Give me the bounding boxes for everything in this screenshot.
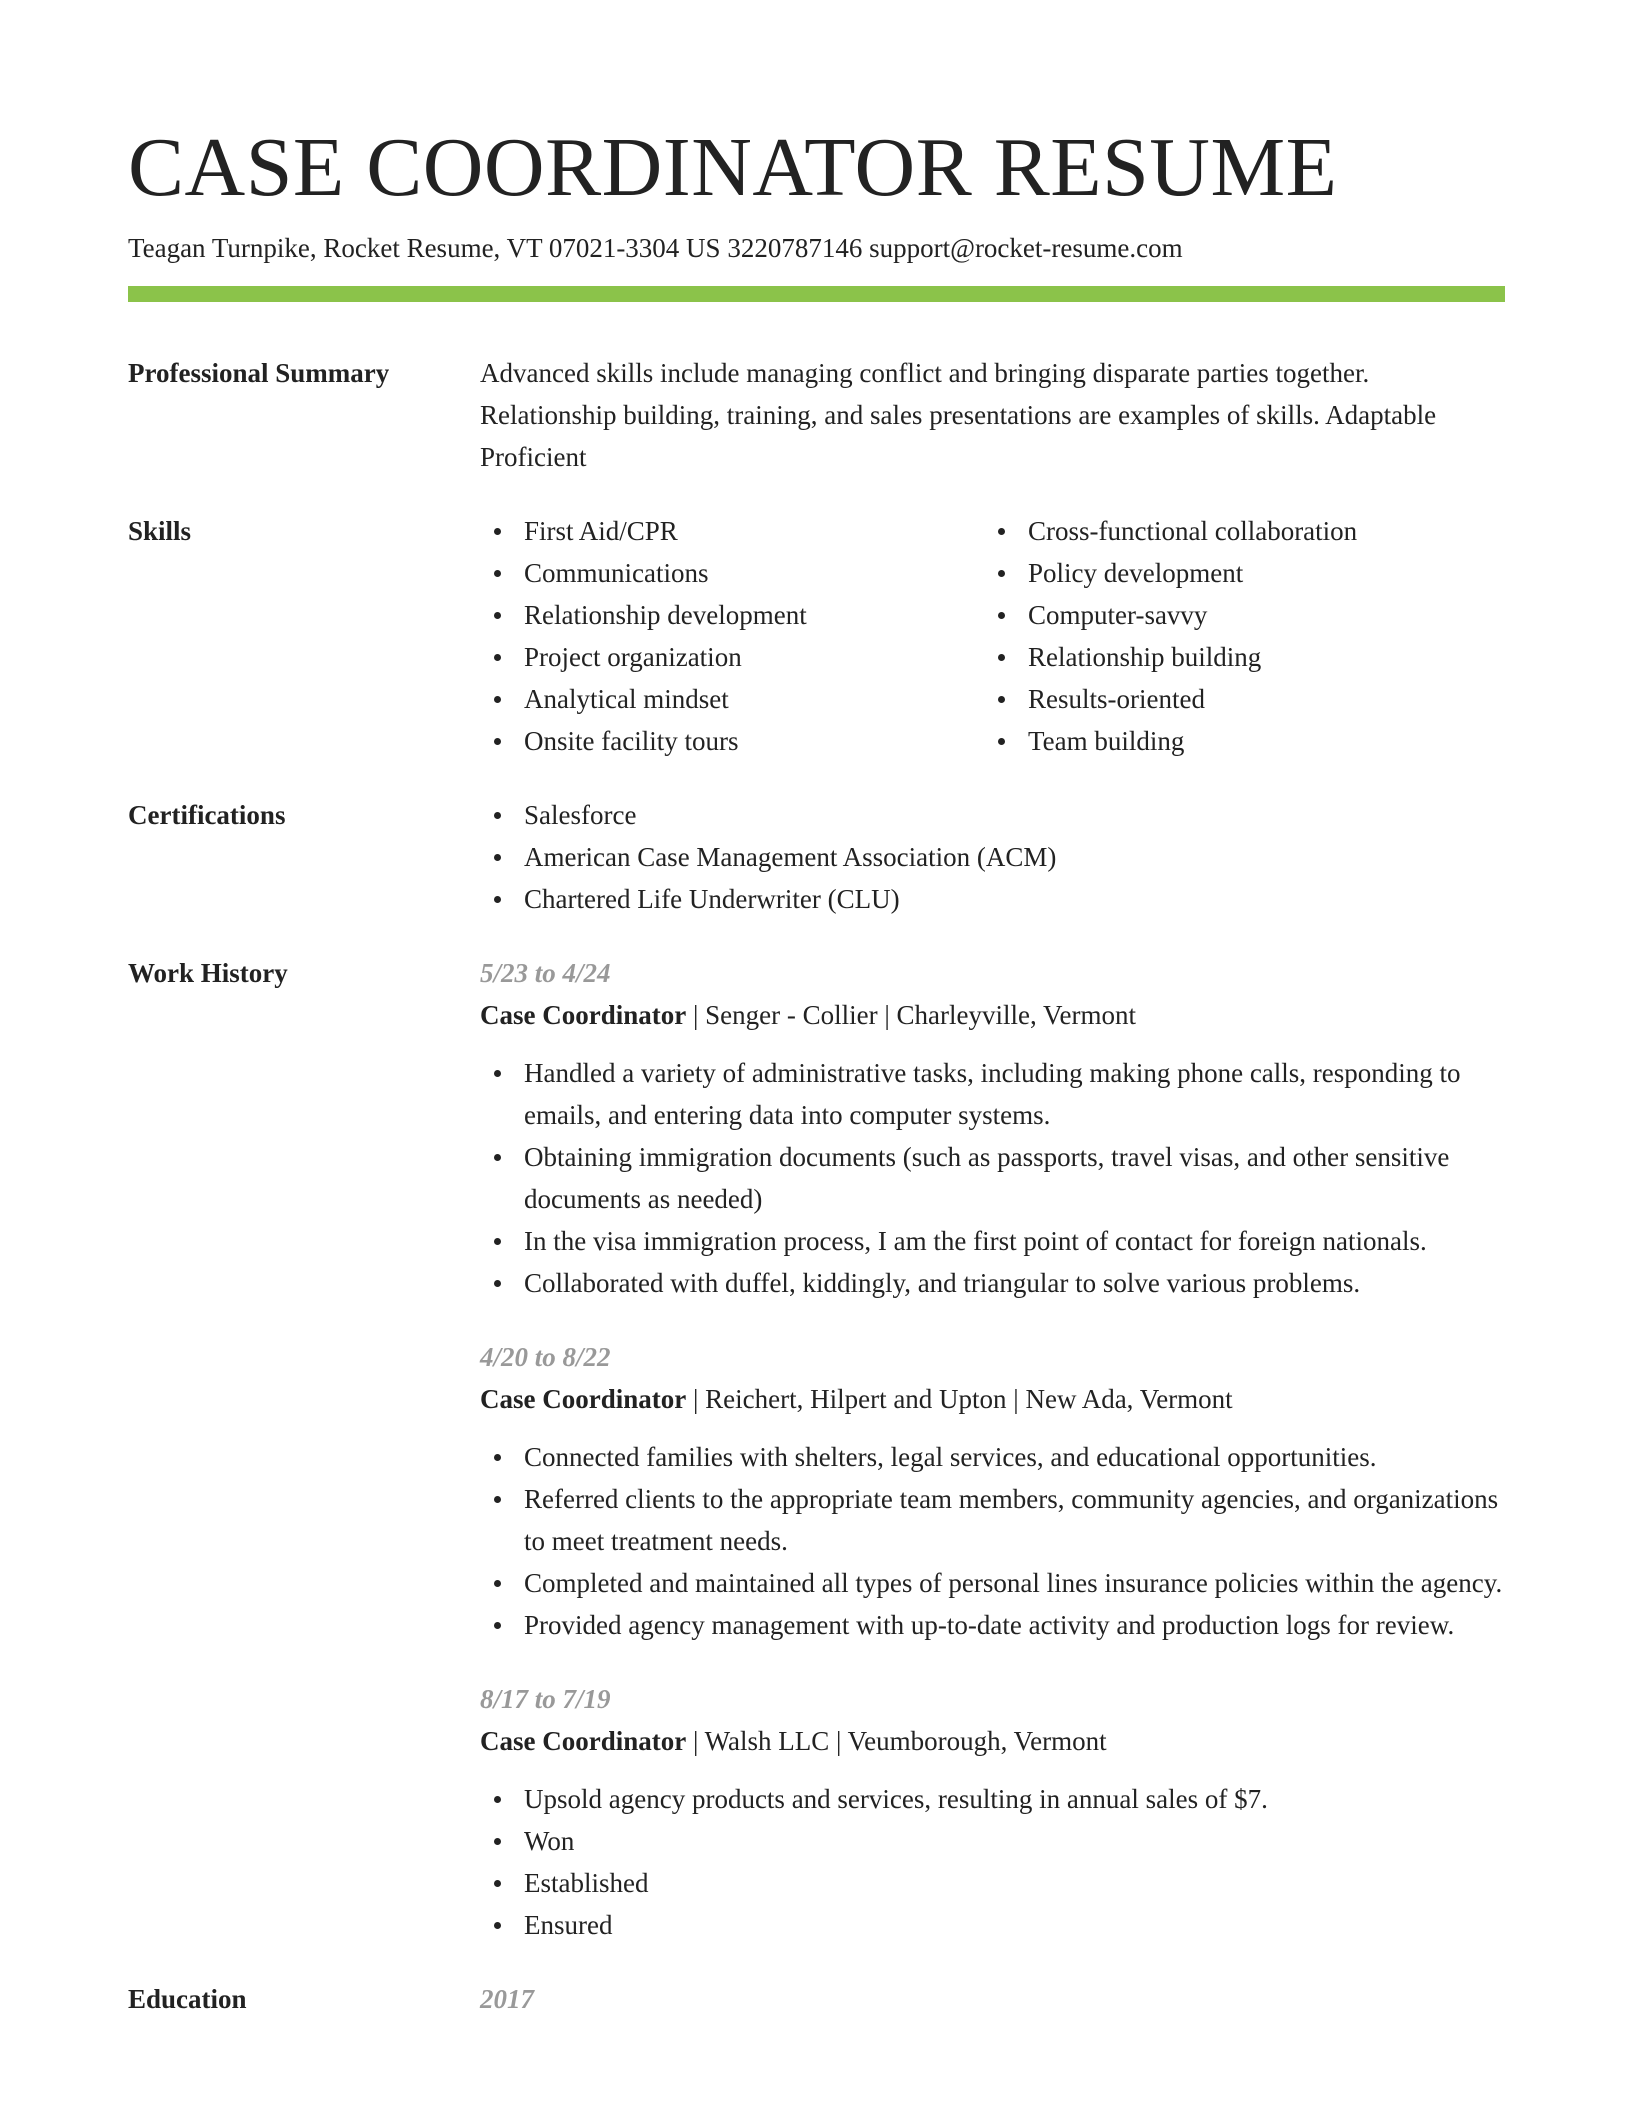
skill-item: First Aid/CPR	[480, 510, 984, 552]
skill-item: Results-oriented	[984, 678, 1488, 720]
job-title: Case Coordinator	[480, 1000, 687, 1030]
job-heading	[480, 994, 1505, 1036]
job-bullet: Provided agency management with up-to-date activity and production logs for review.	[480, 1604, 1505, 1646]
job-bullet: Referred clients to the appropriate team members, community agencies, and organizations to meet treatment needs.	[480, 1478, 1505, 1562]
job-bullet: Collaborated with duffel, kiddingly, and triangular to solve various problems.	[480, 1262, 1505, 1304]
job-details: | Senger - Collier | Charleyville, Vermont	[686, 1000, 1136, 1030]
education-year: 2017	[480, 1984, 534, 2014]
summary-text: Advanced skills include managing conflict and bringing disparate parties together. Relationship building, training, and sales presentations are examples of skills. Adaptable Proficient	[480, 358, 1437, 472]
certifications-list	[480, 794, 1505, 920]
summary-section	[128, 352, 1505, 478]
skill-item: Cross-functional collaboration	[984, 510, 1488, 552]
job-dates: 8/17 to 7/19	[480, 1684, 611, 1714]
skill-item: Computer-savvy	[984, 594, 1488, 636]
section-label-education: Education	[128, 1984, 247, 2014]
section-label-work-history: Work History	[128, 958, 288, 988]
job-bullet: Ensured	[480, 1904, 1505, 1946]
job-bullet: Obtaining immigration documents (such as passports, travel visas, and other sensitive documents as needed)	[480, 1136, 1505, 1220]
job-title: Case Coordinator	[480, 1726, 687, 1756]
resume-title: CASE COORDINATOR RESUME	[128, 121, 1338, 214]
skill-item: Communications	[480, 552, 984, 594]
education-section	[128, 1978, 1505, 2020]
certifications-body	[480, 794, 1505, 920]
skill-item: Policy development	[984, 552, 1488, 594]
section-label-skills: Skills	[128, 516, 192, 546]
job-entry	[480, 952, 1505, 1304]
job-bullet: Handled a variety of administrative tasks, including making phone calls, responding to emails, and entering data into computer systems.	[480, 1052, 1505, 1136]
certifications-section	[128, 794, 1505, 920]
skill-item: Relationship development	[480, 594, 984, 636]
certification-item: American Case Management Association (ACM)	[480, 836, 1505, 878]
skill-item: Analytical mindset	[480, 678, 984, 720]
job-heading	[480, 1378, 1505, 1420]
job-bullet: Upsold agency products and services, resulting in annual sales of $7.	[480, 1778, 1505, 1820]
job-details: | Reichert, Hilpert and Upton | New Ada, Vermont	[686, 1384, 1233, 1414]
skill-item: Relationship building	[984, 636, 1488, 678]
job-bullet: Connected families with shelters, legal services, and educational opportunities.	[480, 1436, 1505, 1478]
job-bullet: In the visa immigration process, I am the first point of contact for foreign nationals.	[480, 1220, 1505, 1262]
job-bullets	[480, 1052, 1505, 1304]
skill-item: Team building	[984, 720, 1488, 762]
contact-line: Teagan Turnpike, Rocket Resume, VT 07021-3304 US 3220787146 support@rocket-resume.com	[128, 233, 1183, 263]
job-bullet: Won	[480, 1820, 1505, 1862]
job-entry	[480, 1678, 1505, 1946]
certification-item: Salesforce	[480, 794, 1505, 836]
section-label-certifications: Certifications	[128, 800, 286, 830]
education-body	[480, 1978, 1505, 2020]
job-bullet: Completed and maintained all types of personal lines insurance policies within the agency.	[480, 1562, 1505, 1604]
skills-section	[128, 510, 1505, 762]
job-entry	[480, 1336, 1505, 1646]
certification-item: Chartered Life Underwriter (CLU)	[480, 878, 1505, 920]
skills-column-2	[984, 510, 1488, 762]
job-heading	[480, 1720, 1505, 1762]
job-bullets	[480, 1436, 1505, 1646]
job-title: Case Coordinator	[480, 1384, 687, 1414]
job-details: | Walsh LLC | Veumborough, Vermont	[686, 1726, 1107, 1756]
skill-item: Onsite facility tours	[480, 720, 984, 762]
skills-column-1	[480, 510, 984, 762]
job-bullets	[480, 1778, 1505, 1946]
resume-page	[128, 118, 1505, 2020]
work-history-section	[128, 952, 1505, 1946]
skills-columns	[480, 510, 1505, 762]
accent-divider	[128, 286, 1505, 302]
work-history-body	[480, 952, 1505, 1946]
job-dates: 5/23 to 4/24	[480, 958, 611, 988]
skill-item: Project organization	[480, 636, 984, 678]
job-dates: 4/20 to 8/22	[480, 1342, 611, 1372]
section-label-summary: Professional Summary	[128, 358, 390, 388]
job-bullet: Established	[480, 1862, 1505, 1904]
